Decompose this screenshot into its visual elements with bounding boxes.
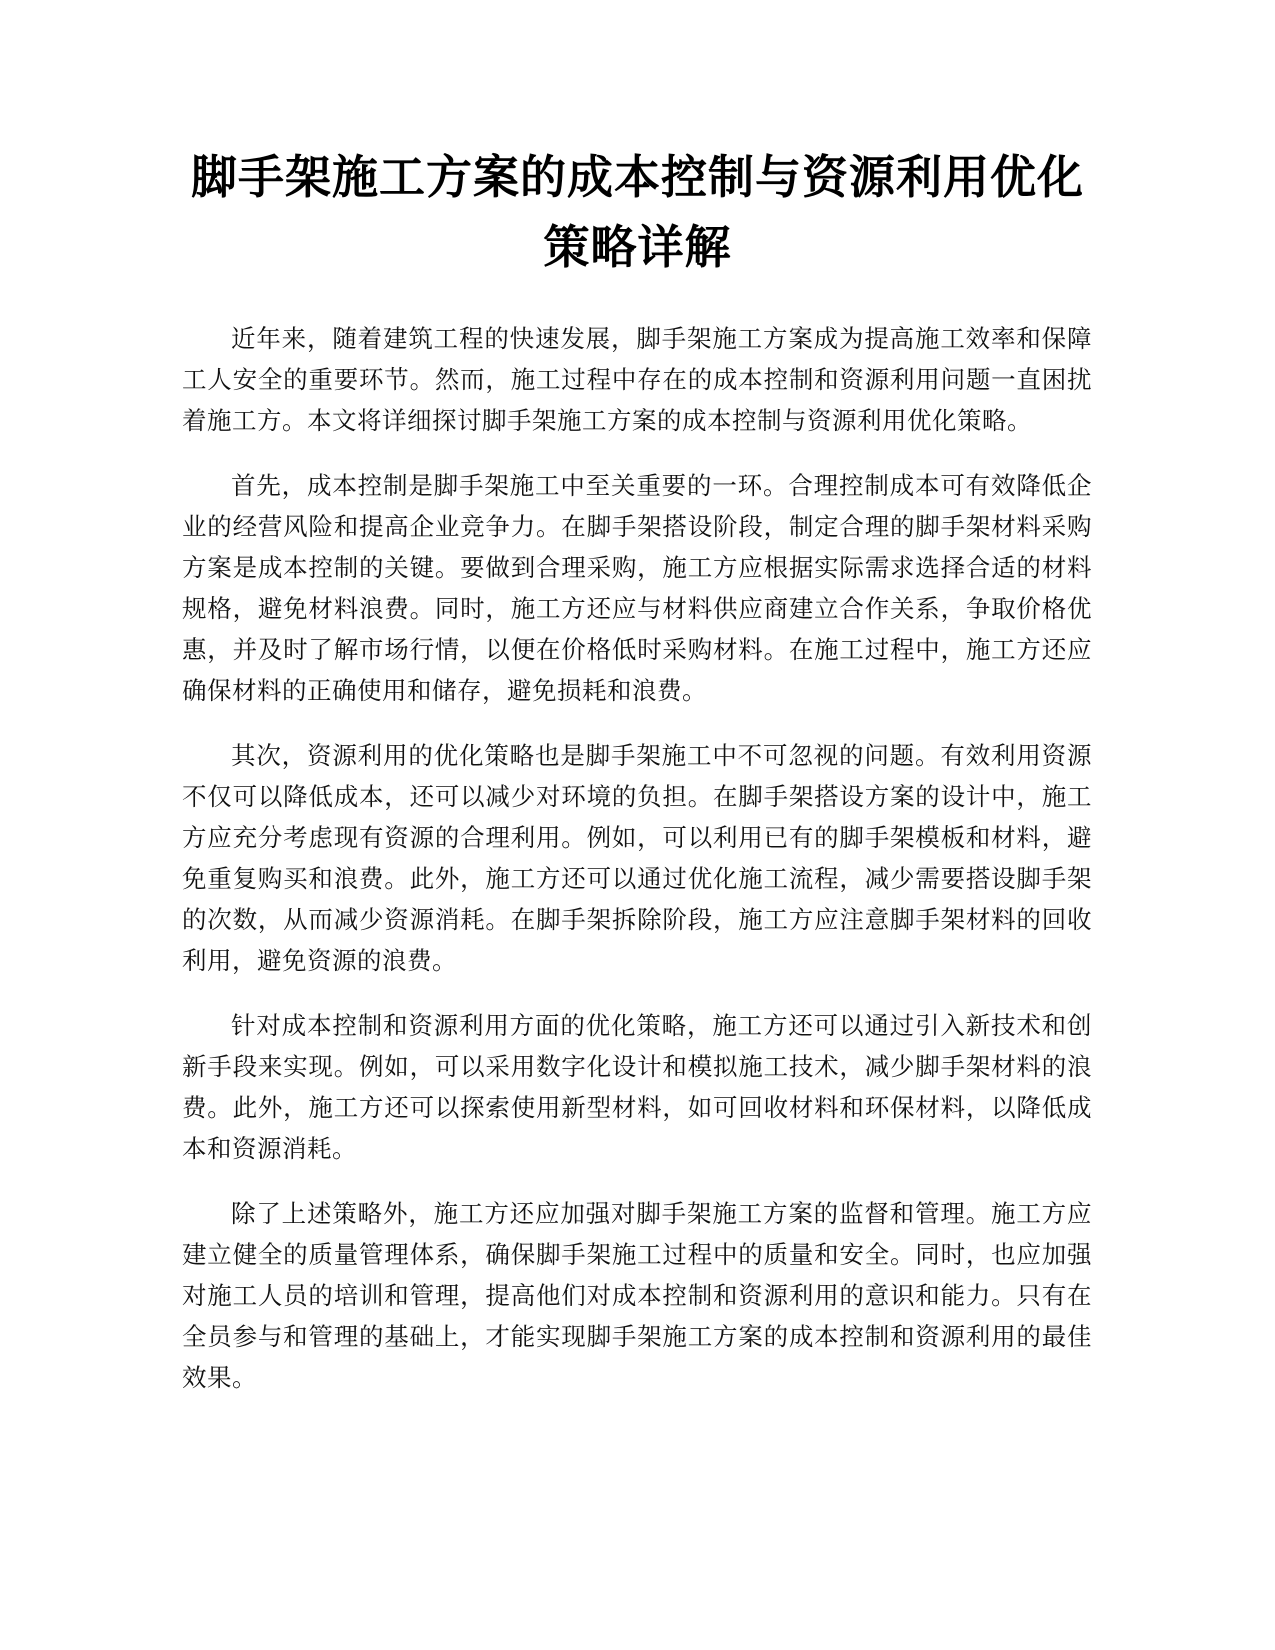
paragraph-cost-control: 首先，成本控制是脚手架施工中至关重要的一环。合理控制成本可有效降低企业的经营风险和提高企业竞争力。在脚手架搭设阶段，制定合理的脚手架材料采购方案是成本控制的关键。要做到合理采购，施工方应根据实际需求选择合适的材料规格，避免材料浪费。同时，施工方还应与材料供应商建立合作关系，争取价格优惠，并及时了解市场行情，以便在价格低时采购材料。在施工过程中，施工方还应确保材料的正确使用和储存，避免损耗和浪费。 (182, 471, 1092, 705)
document-title-line-2: 策略详解 (543, 220, 732, 274)
paragraph-resource-utilization: 其次，资源利用的优化策略也是脚手架施工中不可忽视的问题。有效利用资源不仅可以降低成本，还可以减少对环境的负担。在脚手架搭设方案的设计中，施工方应充分考虑现有资源的合理利用。例如，可以利用已有的脚手架模板和材料，避免重复购买和浪费。此外，施工方还可以通过优化施工流程，减少需要搭设脚手架的次数，从而减少资源消耗。在脚手架拆除阶段，施工方应注意脚手架材料的回收利用，避免资源的浪费。 (182, 741, 1092, 975)
document-title (180, 142, 1095, 282)
document-title-line-1: 脚手架施工方案的成本控制与资源利用优化 (191, 150, 1084, 204)
paragraph-intro: 近年来，随着建筑工程的快速发展，脚手架施工方案成为提高施工效率和保障工人安全的重要环节。然而，施工过程中存在的成本控制和资源利用问题一直困扰着施工方。本文将详细探讨脚手架施工方案的成本控制与资源利用优化策略。 (182, 324, 1092, 435)
paragraph-new-technology: 针对成本控制和资源利用方面的优化策略，施工方还可以通过引入新技术和创新手段来实现。例如，可以采用数字化设计和模拟施工技术，减少脚手架材料的浪费。此外，施工方还可以探索使用新型材料，如可回收材料和环保材料，以降低成本和资源消耗。 (182, 1011, 1092, 1163)
paragraph-supervision: 除了上述策略外，施工方还应加强对脚手架施工方案的监督和管理。施工方应建立健全的质量管理体系，确保脚手架施工过程中的质量和安全。同时，也应加强对施工人员的培训和管理，提高他们对成本控制和资源利用的意识和能力。只有在全员参与和管理的基础上，才能实现脚手架施工方案的成本控制和资源利用的最佳效果。 (182, 1199, 1092, 1392)
document-body (182, 318, 1092, 1422)
